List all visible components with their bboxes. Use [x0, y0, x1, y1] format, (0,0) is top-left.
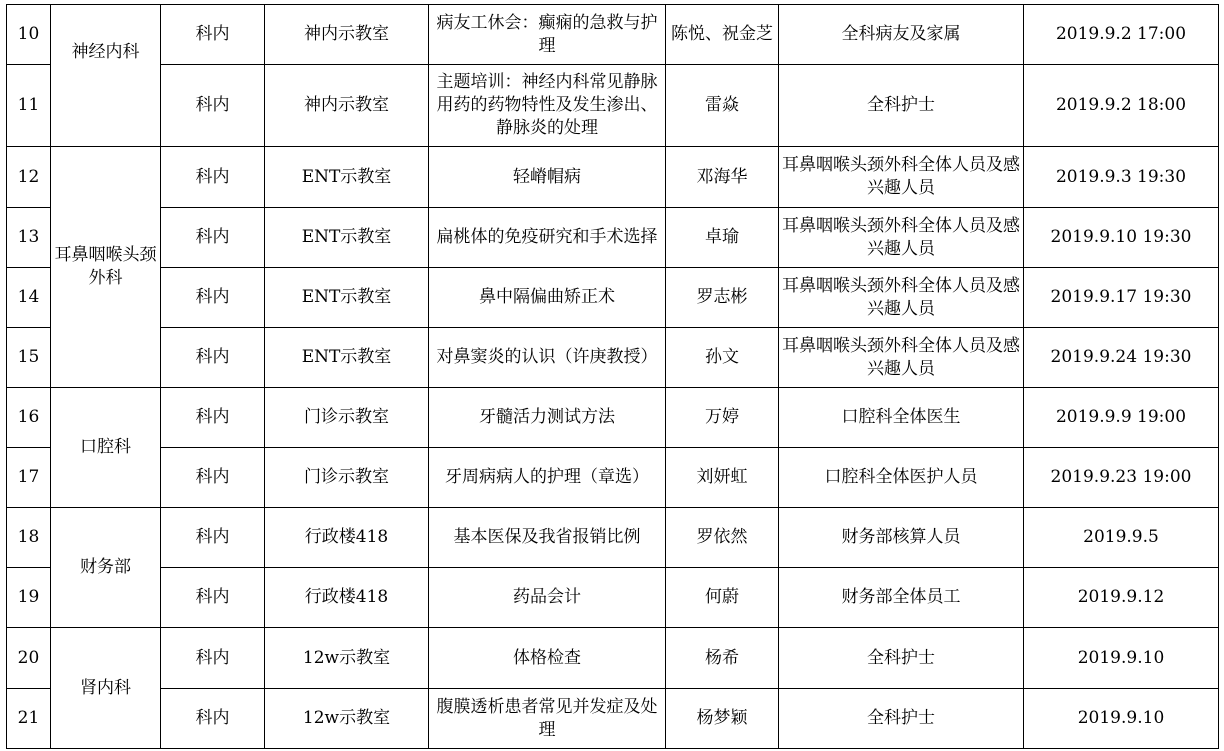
row-number: 21: [7, 689, 51, 749]
training-topic: 轻嵴帽病: [429, 147, 666, 208]
training-type: 科内: [161, 448, 265, 508]
row-number: 20: [7, 628, 51, 689]
training-location: ENT示教室: [265, 147, 429, 208]
training-time: 2019.9.10 19:30: [1024, 208, 1219, 268]
training-location: 行政楼418: [265, 508, 429, 568]
training-topic: 病友工休会：癫痫的急救与护理: [429, 5, 666, 65]
row-number: 19: [7, 568, 51, 628]
table-row: [7, 208, 1219, 268]
row-number: 13: [7, 208, 51, 268]
table-row: [7, 268, 1219, 328]
speaker: 罗依然: [666, 508, 779, 568]
speaker: 何蔚: [666, 568, 779, 628]
audience: 耳鼻咽喉头颈外科全体人员及感兴趣人员: [779, 147, 1024, 208]
training-time: 2019.9.24 19:30: [1024, 328, 1219, 388]
audience: 财务部全体员工: [779, 568, 1024, 628]
training-topic: 体格检查: [429, 628, 666, 689]
training-location: 门诊示教室: [265, 388, 429, 448]
department-cell: [51, 388, 161, 508]
training-type: 科内: [161, 328, 265, 388]
audience: 全科护士: [779, 65, 1024, 147]
row-number: 15: [7, 328, 51, 388]
training-time: 2019.9.17 19:30: [1024, 268, 1219, 328]
table-row: [7, 147, 1219, 208]
training-location: 12w示教室: [265, 689, 429, 749]
training-topic: 鼻中隔偏曲矫正术: [429, 268, 666, 328]
training-location: 神内示教室: [265, 5, 429, 65]
table-row: [7, 388, 1219, 448]
training-time: 2019.9.2 17:00: [1024, 5, 1219, 65]
speaker: 雷焱: [666, 65, 779, 147]
training-topic: 基本医保及我省报销比例: [429, 508, 666, 568]
row-number: 12: [7, 147, 51, 208]
training-location: ENT示教室: [265, 208, 429, 268]
training-type: 科内: [161, 388, 265, 448]
speaker: 刘妍虹: [666, 448, 779, 508]
row-number: 10: [7, 5, 51, 65]
audience: 耳鼻咽喉头颈外科全体人员及感兴趣人员: [779, 328, 1024, 388]
training-type: 科内: [161, 568, 265, 628]
training-location: 12w示教室: [265, 628, 429, 689]
training-time: 2019.9.12: [1024, 568, 1219, 628]
speaker: 万婷: [666, 388, 779, 448]
training-type: 科内: [161, 689, 265, 749]
audience: 全科病友及家属: [779, 5, 1024, 65]
department-cell: [51, 628, 161, 749]
department-name: 耳鼻咽喉头颈外科: [54, 245, 157, 288]
training-location: ENT示教室: [265, 328, 429, 388]
department-name: 肾内科: [80, 677, 131, 698]
training-location: 行政楼418: [265, 568, 429, 628]
training-time: 2019.9.2 18:00: [1024, 65, 1219, 147]
table-row: [7, 689, 1219, 749]
row-number: 17: [7, 448, 51, 508]
row-number: 18: [7, 508, 51, 568]
table-row: [7, 568, 1219, 628]
department-name: 财务部: [80, 557, 131, 577]
training-time: 2019.9.3 19:30: [1024, 147, 1219, 208]
training-time: 2019.9.23 19:00: [1024, 448, 1219, 508]
speaker: 杨梦颖: [666, 689, 779, 749]
training-topic: 主题培训：神经内科常见静脉用药的药物特性及发生渗出、静脉炎的处理: [429, 65, 666, 147]
training-time: 2019.9.10: [1024, 628, 1219, 689]
training-type: 科内: [161, 147, 265, 208]
training-location: ENT示教室: [265, 268, 429, 328]
training-type: 科内: [161, 628, 265, 689]
schedule-table: [6, 4, 1219, 749]
speaker: 卓瑜: [666, 208, 779, 268]
training-topic: 扁桃体的免疫研究和手术选择: [429, 208, 666, 268]
table-row: [7, 628, 1219, 689]
audience: 耳鼻咽喉头颈外科全体人员及感兴趣人员: [779, 208, 1024, 268]
training-topic: 腹膜透析患者常见并发症及处理: [429, 689, 666, 749]
table-row: [7, 448, 1219, 508]
department-name: 神经内科: [71, 42, 140, 62]
training-topic: 对鼻窦炎的认识（许庚教授）: [429, 328, 666, 388]
table-row: [7, 508, 1219, 568]
table-row: [7, 65, 1219, 147]
audience: 口腔科全体医护人员: [779, 448, 1024, 508]
audience: 口腔科全体医生: [779, 388, 1024, 448]
training-topic: 药品会计: [429, 568, 666, 628]
training-time: 2019.9.10: [1024, 689, 1219, 749]
training-type: 科内: [161, 508, 265, 568]
department-cell: [51, 147, 161, 388]
audience: 耳鼻咽喉头颈外科全体人员及感兴趣人员: [779, 268, 1024, 328]
training-type: 科内: [161, 65, 265, 147]
row-number: 16: [7, 388, 51, 448]
training-time: 2019.9.5: [1024, 508, 1219, 568]
training-type: 科内: [161, 5, 265, 65]
audience: 财务部核算人员: [779, 508, 1024, 568]
table-row: [7, 5, 1219, 65]
training-type: 科内: [161, 268, 265, 328]
training-location: 门诊示教室: [265, 448, 429, 508]
row-number: 11: [7, 65, 51, 147]
speaker: 孙文: [666, 328, 779, 388]
department-cell: [51, 5, 161, 147]
audience: 全科护士: [779, 628, 1024, 689]
training-location: 神内示教室: [265, 65, 429, 147]
speaker: 罗志彬: [666, 268, 779, 328]
training-type: 科内: [161, 208, 265, 268]
speaker: 陈悦、祝金芝: [666, 5, 779, 65]
speaker: 杨希: [666, 628, 779, 689]
row-number: 14: [7, 268, 51, 328]
table-row: [7, 328, 1219, 388]
speaker: 邓海华: [666, 147, 779, 208]
training-topic: 牙髓活力测试方法: [429, 388, 666, 448]
training-time: 2019.9.9 19:00: [1024, 388, 1219, 448]
department-name: 口腔科: [80, 437, 131, 457]
department-cell: [51, 508, 161, 628]
training-topic: 牙周病病人的护理（章选）: [429, 448, 666, 508]
audience: 全科护士: [779, 689, 1024, 749]
